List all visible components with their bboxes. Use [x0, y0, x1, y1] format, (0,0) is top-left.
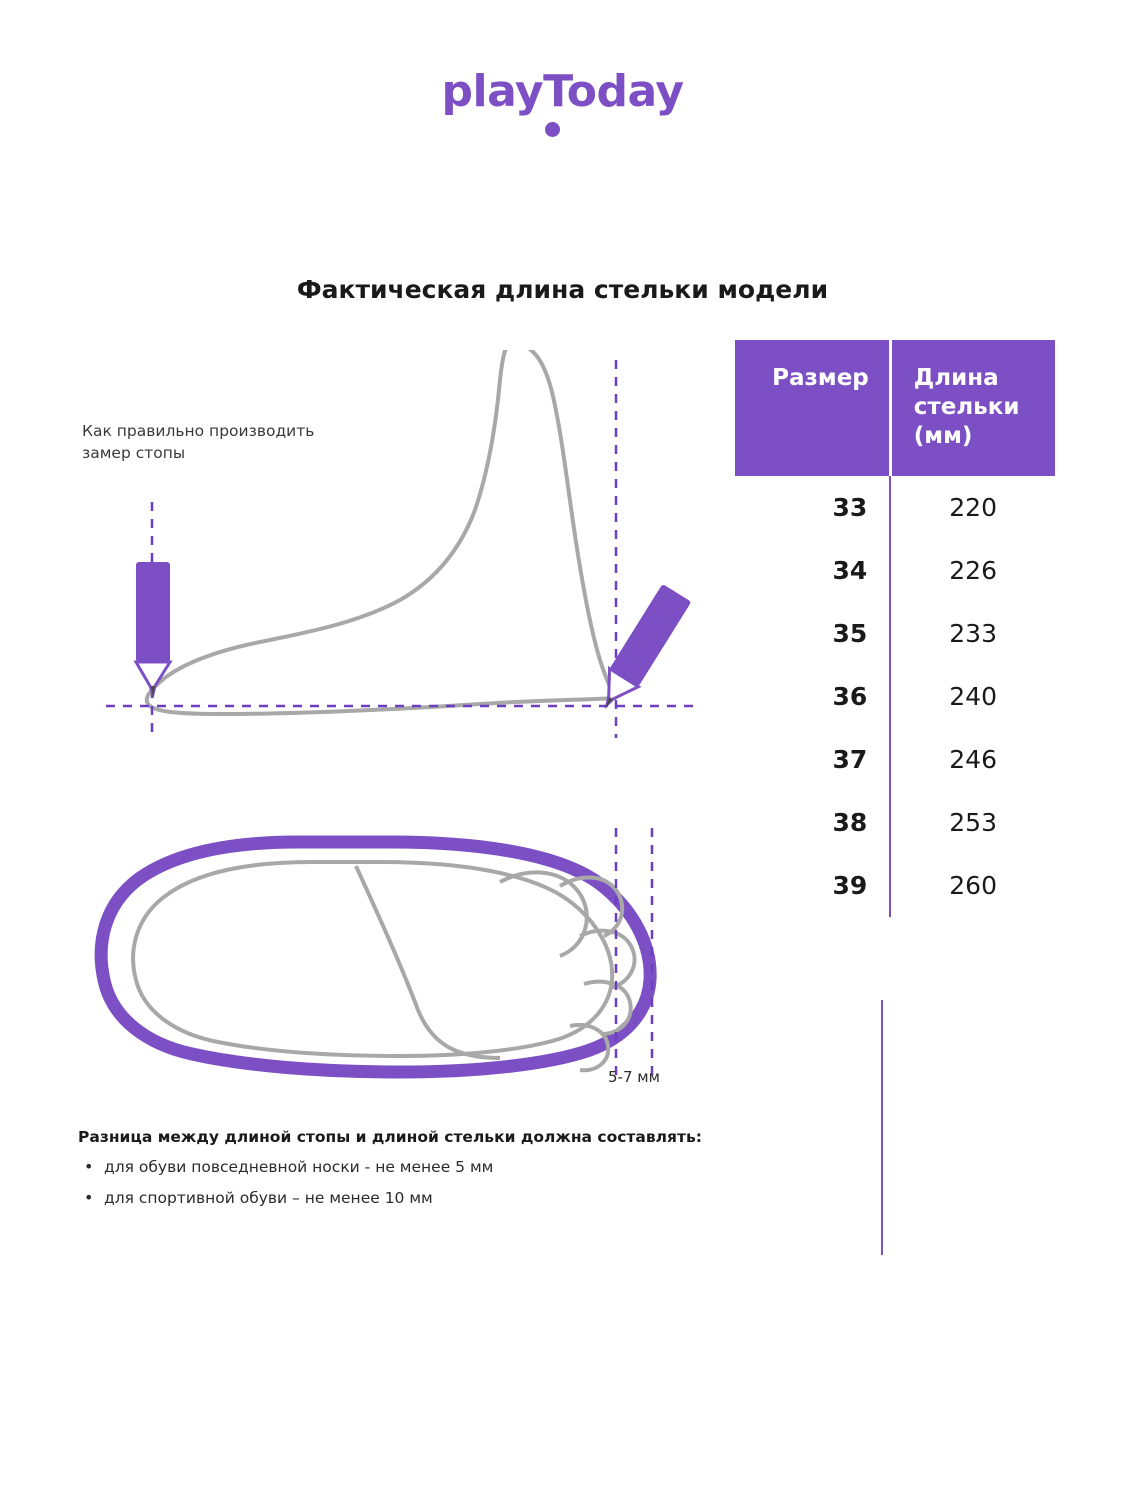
- notes-list: [78, 1158, 758, 1207]
- foot-side-view-icon: [147, 350, 616, 714]
- cell-size: 38: [735, 791, 890, 854]
- table-row: [735, 728, 1055, 791]
- table-row: [735, 665, 1055, 728]
- foot-diagram-svg: [60, 350, 720, 1220]
- list-item: • для обуви повседневной носки - не менее 5 мм: [104, 1158, 758, 1176]
- cell-size: 33: [735, 476, 890, 539]
- list-item: • для спортивной обуви – не менее 10 мм: [104, 1189, 758, 1207]
- difference-notes: [78, 1128, 758, 1220]
- cell-size: 34: [735, 539, 890, 602]
- measurement-diagram: [60, 350, 720, 1220]
- page-title: Фактическая длина стельки модели: [296, 275, 829, 304]
- table-header-length: Длина стельки (мм): [890, 340, 1055, 476]
- gap-label: 5-7 мм: [608, 1068, 660, 1086]
- cell-size: 37: [735, 728, 890, 791]
- cell-length: 226: [890, 539, 1055, 602]
- brand-logo-text: playToday: [441, 66, 684, 117]
- size-table-element: [735, 340, 1055, 917]
- cell-length: 233: [890, 602, 1055, 665]
- cell-size: 36: [735, 665, 890, 728]
- table-header-row: [735, 340, 1055, 476]
- table-header-size: Размер: [735, 340, 890, 476]
- table-row: [735, 476, 1055, 539]
- table-row: [735, 791, 1055, 854]
- cell-size: 39: [735, 854, 890, 917]
- measure-instruction-label: Как правильно производить замер стопы: [82, 422, 315, 463]
- cell-length: 260: [890, 854, 1055, 917]
- table-row: [735, 602, 1055, 665]
- notes-heading: Разница между длиной стопы и длиной стельки должна составлять:: [78, 1128, 702, 1146]
- cell-length: 253: [890, 791, 1055, 854]
- cell-length: 220: [890, 476, 1055, 539]
- table-row: [735, 854, 1055, 917]
- brand-logo: [0, 66, 1125, 117]
- cell-size: 35: [735, 602, 890, 665]
- cell-length: 240: [890, 665, 1055, 728]
- foot-top-view-icon: [101, 842, 650, 1072]
- table-divider-line: [881, 1000, 883, 1255]
- logo-dot-icon: [545, 122, 560, 137]
- table-row: [735, 539, 1055, 602]
- cell-length: 246: [890, 728, 1055, 791]
- size-table: [735, 340, 1055, 917]
